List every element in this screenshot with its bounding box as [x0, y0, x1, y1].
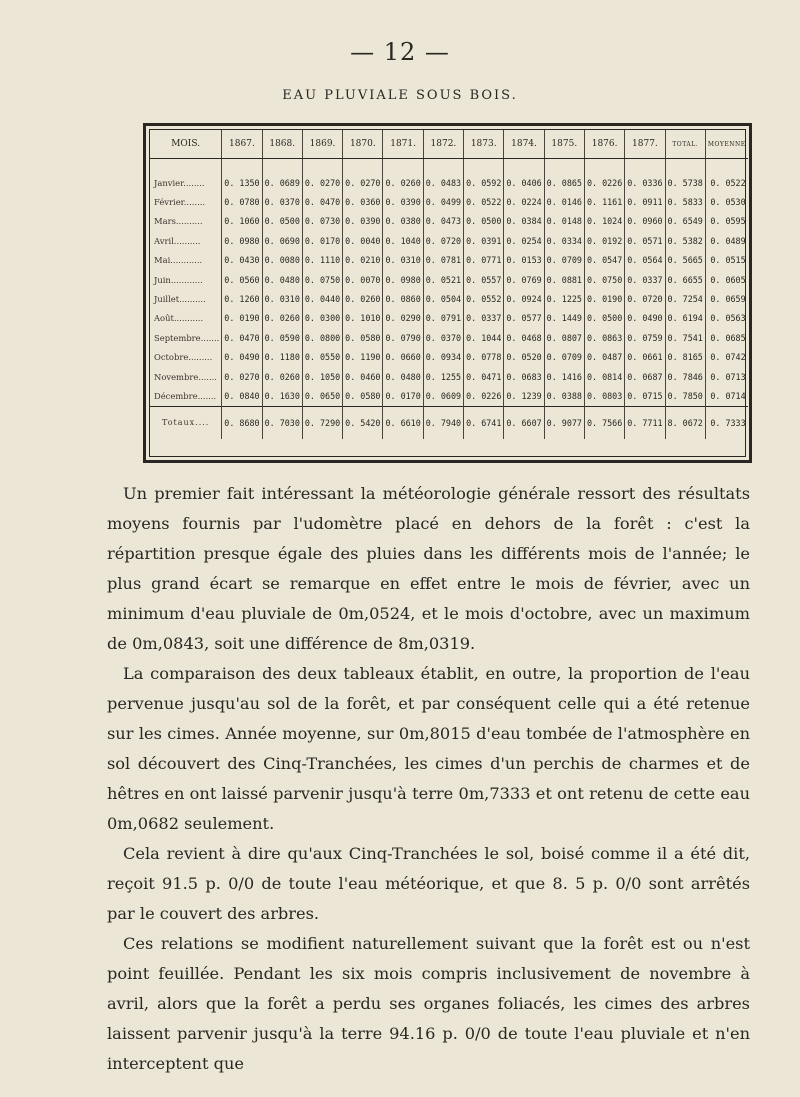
month-label: Février........ [154, 197, 206, 208]
value-cell: 0. 1350 [222, 173, 262, 192]
value-cell: 0. 0685 [705, 328, 747, 347]
value-cell: 0. 0720 [625, 289, 665, 308]
value-cell: 0. 0370 [262, 192, 302, 211]
value-cell: 0. 0934 [423, 348, 463, 367]
value-cell: 0. 0370 [423, 328, 463, 347]
value-cell: 0. 0270 [222, 367, 262, 386]
month-label: Août........... [154, 313, 204, 324]
value-cell: 0. 0661 [625, 348, 665, 367]
value-cell: 0. 0384 [504, 212, 544, 231]
value-cell: 0. 0500 [584, 309, 624, 328]
value-cell: 0. 0924 [504, 289, 544, 308]
spacer-row [150, 159, 748, 174]
spacer-cell [625, 159, 665, 174]
value-cell: 0. 5738 [665, 173, 705, 192]
value-cell: 0. 0170 [302, 231, 342, 250]
value-cell: 0. 0790 [383, 328, 423, 347]
spacer-cell [423, 159, 463, 174]
value-cell: 0. 0210 [343, 251, 383, 270]
value-cell: 0. 0911 [625, 192, 665, 211]
value-cell: 0. 0580 [343, 386, 383, 406]
value-cell: 0. 0609 [423, 386, 463, 406]
value-cell: 0. 0310 [262, 289, 302, 308]
header-column: 1867. [222, 130, 262, 159]
spacer-cell [222, 159, 262, 174]
value-cell: 0. 0659 [705, 289, 747, 308]
header-column: 1871. [383, 130, 423, 159]
totals-label: Totaux.... [150, 406, 222, 439]
value-cell: 0. 0791 [423, 309, 463, 328]
table-body [150, 159, 748, 439]
table-row [150, 367, 748, 386]
total-cell: 0. 6607 [504, 406, 544, 439]
header-column: 1876. [584, 130, 624, 159]
month-label: Juin............ [154, 274, 203, 285]
value-cell: 0. 0814 [584, 367, 624, 386]
value-cell: 0. 0226 [584, 173, 624, 192]
value-cell: 0. 0190 [222, 309, 262, 328]
value-cell: 0. 0430 [222, 251, 262, 270]
value-cell: 0. 1255 [423, 367, 463, 386]
value-cell: 0. 0489 [705, 231, 747, 250]
value-cell: 0. 0709 [544, 251, 584, 270]
value-cell: 0. 0759 [625, 328, 665, 347]
value-cell: 0. 7541 [665, 328, 705, 347]
spacer-cell [262, 159, 302, 174]
value-cell: 0. 0148 [544, 212, 584, 231]
value-cell: 0. 0515 [705, 251, 747, 270]
value-cell: 0. 0468 [504, 328, 544, 347]
table-row [150, 328, 748, 347]
value-cell: 0. 0557 [464, 270, 504, 289]
value-cell: 0. 0778 [464, 348, 504, 367]
value-cell: 0. 0800 [302, 328, 342, 347]
value-cell: 0. 0391 [464, 231, 504, 250]
header-column: 1869. [302, 130, 342, 159]
header-column: 1873. [464, 130, 504, 159]
value-cell: 0. 8165 [665, 348, 705, 367]
value-cell: 0. 0713 [705, 367, 747, 386]
value-cell: 0. 1024 [584, 212, 624, 231]
total-cell: 0. 5420 [343, 406, 383, 439]
value-cell: 0. 1416 [544, 367, 584, 386]
value-cell: 0. 0490 [222, 348, 262, 367]
value-cell: 0. 0080 [262, 251, 302, 270]
total-cell: 0. 6741 [464, 406, 504, 439]
value-cell: 0. 0310 [383, 251, 423, 270]
header-column: 1874. [504, 130, 544, 159]
value-cell: 0. 0470 [302, 192, 342, 211]
spacer-cell [464, 159, 504, 174]
value-cell: 0. 0780 [222, 192, 262, 211]
value-cell: 0. 0260 [262, 367, 302, 386]
value-cell: 0. 0521 [423, 270, 463, 289]
value-cell: 0. 0260 [262, 309, 302, 328]
value-cell: 0. 0471 [464, 367, 504, 386]
value-cell: 0. 0803 [584, 386, 624, 406]
value-cell: 0. 0605 [705, 270, 747, 289]
total-cell: 0. 7711 [625, 406, 665, 439]
value-cell: 0. 6194 [665, 309, 705, 328]
value-cell: 0. 0480 [383, 367, 423, 386]
value-cell: 0. 1110 [302, 251, 342, 270]
value-cell: 0. 5665 [665, 251, 705, 270]
total-cell: 0. 9077 [544, 406, 584, 439]
total-cell: 0. 7290 [302, 406, 342, 439]
value-cell: 0. 0499 [423, 192, 463, 211]
value-cell: 0. 6655 [665, 270, 705, 289]
spacer-cell [302, 159, 342, 174]
rainfall-table-inner [149, 129, 746, 457]
value-cell: 0. 1161 [584, 192, 624, 211]
value-cell: 0. 1060 [222, 212, 262, 231]
value-cell: 0. 0226 [464, 386, 504, 406]
spacer-cell [665, 159, 705, 174]
value-cell: 0. 0487 [584, 348, 624, 367]
value-cell: 0. 1180 [262, 348, 302, 367]
rainfall-table [150, 130, 748, 439]
value-cell: 0. 0720 [423, 231, 463, 250]
value-cell: 0. 0192 [584, 231, 624, 250]
value-cell: 0. 0714 [705, 386, 747, 406]
value-cell: 0. 0881 [544, 270, 584, 289]
value-cell: 0. 0300 [302, 309, 342, 328]
value-cell: 0. 1239 [504, 386, 544, 406]
value-cell: 0. 1630 [262, 386, 302, 406]
value-cell: 0. 6549 [665, 212, 705, 231]
spacer-cell [705, 159, 747, 174]
value-cell: 0. 5382 [665, 231, 705, 250]
value-cell: 0. 0687 [625, 367, 665, 386]
value-cell: 0. 0522 [705, 173, 747, 192]
month-label: Avril.......... [154, 235, 201, 246]
paragraph: Un premier fait intéressant la météorologie générale ressort des résultats moyens fournis par l'udomètre placé en dehors de la forêt : c'est la répartition presque égale des pluies dans les différents mois de l'année; le plus grand écart se remarque en effet entre le mois de février, avec un minimum d'eau pluviale de 0m,0524, et le mois d'octobre, avec un maximum de 0m,0843, soit une différence de 8m,0319. [107, 484, 750, 653]
header-column: 1870. [343, 130, 383, 159]
value-cell: 0. 1225 [544, 289, 584, 308]
table-row [150, 173, 748, 192]
value-cell: 0. 0580 [343, 328, 383, 347]
total-cell: 0. 8680 [222, 406, 262, 439]
value-cell: 0. 0490 [625, 309, 665, 328]
month-label: Novembre....... [154, 371, 217, 382]
value-cell: 0. 0390 [343, 212, 383, 231]
body-text [107, 479, 750, 1079]
value-cell: 0. 0577 [504, 309, 544, 328]
value-cell: 0. 0522 [464, 192, 504, 211]
month-label: Mars.......... [154, 216, 203, 227]
value-cell: 0. 0769 [504, 270, 544, 289]
value-cell: 0. 0660 [383, 348, 423, 367]
value-cell: 0. 0483 [423, 173, 463, 192]
value-cell: 0. 0337 [625, 270, 665, 289]
month-label: Juillet.......... [154, 294, 206, 305]
value-cell: 0. 1190 [343, 348, 383, 367]
value-cell: 0. 0530 [705, 192, 747, 211]
month-label: Janvier........ [154, 177, 205, 188]
table-row [150, 251, 748, 270]
value-cell: 0. 7254 [665, 289, 705, 308]
paragraph: Ces relations se modifient naturellement suivant que la forêt est ou n'est point feuillée. Pendant les six mois compris inclusivement de novembre à avril, alors que la forêt a perdu ses organes foliacés, les cimes des arbres laissent parvenir jusqu'à la terre 94.16 p. 0/0 de toute l'eau pluviale et n'en interceptent que [107, 934, 750, 1073]
value-cell: 0. 0500 [464, 212, 504, 231]
value-cell: 0. 0260 [343, 289, 383, 308]
total-cell: 0. 7940 [423, 406, 463, 439]
value-cell: 0. 0980 [383, 270, 423, 289]
value-cell: 0. 0406 [504, 173, 544, 192]
value-cell: 0. 0170 [383, 386, 423, 406]
table-row [150, 348, 748, 367]
value-cell: 0. 0260 [383, 173, 423, 192]
value-cell: 0. 0520 [504, 348, 544, 367]
total-cell: 8. 0672 [665, 406, 705, 439]
table-row [150, 212, 748, 231]
spacer-cell [584, 159, 624, 174]
value-cell: 0. 0592 [464, 173, 504, 192]
value-cell: 0. 0730 [302, 212, 342, 231]
paragraph: La comparaison des deux tableaux établit, en outre, la proportion de l'eau pervenue jusqu'au sol de la forêt, et par conséquent celle qui a été retenue sur les cimes. Année moyenne, sur 0m,8015 d'eau tombée de l'atmosphère en sol découvert des Cinq-Tranchées, les cimes d'un perchis de charmes et de hêtres en ont laissé parvenir jusqu'à terre 0m,7333 et ont retenu de cette eau 0m,0682 seulement. [107, 664, 750, 833]
value-cell: 0. 1010 [343, 309, 383, 328]
value-cell: 0. 0380 [383, 212, 423, 231]
value-cell: 0. 0960 [625, 212, 665, 231]
value-cell: 0. 1260 [222, 289, 262, 308]
value-cell: 0. 0863 [584, 328, 624, 347]
value-cell: 0. 0980 [222, 231, 262, 250]
spacer-cell [343, 159, 383, 174]
header-column: 1872. [423, 130, 463, 159]
value-cell: 0. 0709 [544, 348, 584, 367]
table-title: EAU PLUVIALE SOUS BOIS. [282, 88, 518, 103]
value-cell: 0. 0388 [544, 386, 584, 406]
value-cell: 0. 5833 [665, 192, 705, 211]
value-cell: 0. 0337 [464, 309, 504, 328]
paragraph: Cela revient à dire qu'aux Cinq-Tranchées le sol, boisé comme il a été dit, reçoit 91.5 p. 0/0 de toute l'eau météorique, et que 8. 5 p. 0/0 sont arrêtés par le couvert des arbres. [107, 844, 750, 923]
value-cell: 0. 0336 [625, 173, 665, 192]
header-column: 1868. [262, 130, 302, 159]
value-cell: 0. 0571 [625, 231, 665, 250]
totals-row [150, 406, 748, 439]
value-cell: 0. 0552 [464, 289, 504, 308]
spacer-cell [544, 159, 584, 174]
value-cell: 0. 7850 [665, 386, 705, 406]
page-number: — 12 — [350, 38, 450, 66]
value-cell: 0. 0224 [504, 192, 544, 211]
table-row [150, 231, 748, 250]
month-label: Décembre....... [154, 390, 217, 401]
rainfall-table-frame [143, 123, 752, 463]
header-column: 1877. [625, 130, 665, 159]
value-cell: 0. 0650 [302, 386, 342, 406]
value-cell: 0. 0270 [302, 173, 342, 192]
value-cell: 0. 0504 [423, 289, 463, 308]
value-cell: 0. 1044 [464, 328, 504, 347]
value-cell: 0. 0146 [544, 192, 584, 211]
value-cell: 0. 0153 [504, 251, 544, 270]
table-row [150, 289, 748, 308]
value-cell: 0. 0440 [302, 289, 342, 308]
value-cell: 0. 0560 [222, 270, 262, 289]
value-cell: 0. 0807 [544, 328, 584, 347]
value-cell: 0. 0595 [705, 212, 747, 231]
value-cell: 0. 0771 [464, 251, 504, 270]
value-cell: 0. 1050 [302, 367, 342, 386]
table-row [150, 270, 748, 289]
value-cell: 0. 0715 [625, 386, 665, 406]
value-cell: 0. 0334 [544, 231, 584, 250]
month-label: Octobre......... [154, 352, 213, 363]
spacer-cell [383, 159, 423, 174]
value-cell: 0. 0781 [423, 251, 463, 270]
value-cell: 0. 0550 [302, 348, 342, 367]
header-column: TOTAL. [665, 130, 705, 159]
value-cell: 0. 0563 [705, 309, 747, 328]
value-cell: 0. 7846 [665, 367, 705, 386]
value-cell: 0. 0750 [302, 270, 342, 289]
value-cell: 0. 0470 [222, 328, 262, 347]
value-cell: 0. 0040 [343, 231, 383, 250]
month-label: Septembre....... [154, 332, 220, 343]
value-cell: 0. 0689 [262, 173, 302, 192]
table-header-row [150, 130, 748, 159]
value-cell: 0. 0480 [262, 270, 302, 289]
value-cell: 0. 0270 [343, 173, 383, 192]
value-cell: 0. 0360 [343, 192, 383, 211]
value-cell: 0. 1449 [544, 309, 584, 328]
value-cell: 0. 0460 [343, 367, 383, 386]
total-cell: 0. 7030 [262, 406, 302, 439]
header-column: 1875. [544, 130, 584, 159]
value-cell: 0. 0547 [584, 251, 624, 270]
value-cell: 0. 0254 [504, 231, 544, 250]
value-cell: 0. 0840 [222, 386, 262, 406]
value-cell: 0. 0742 [705, 348, 747, 367]
value-cell: 0. 0750 [584, 270, 624, 289]
value-cell: 0. 0070 [343, 270, 383, 289]
value-cell: 0. 0690 [262, 231, 302, 250]
table-row [150, 192, 748, 211]
total-cell: 0. 7333 [705, 406, 747, 439]
total-cell: 0. 6610 [383, 406, 423, 439]
value-cell: 0. 0290 [383, 309, 423, 328]
value-cell: 0. 0190 [584, 289, 624, 308]
header-months: MOIS. [150, 130, 222, 159]
value-cell: 0. 0683 [504, 367, 544, 386]
value-cell: 0. 0590 [262, 328, 302, 347]
value-cell: 0. 0390 [383, 192, 423, 211]
month-label: Mai............ [154, 255, 203, 266]
value-cell: 0. 0564 [625, 251, 665, 270]
total-cell: 0. 7566 [584, 406, 624, 439]
spacer-cell [504, 159, 544, 174]
value-cell: 0. 1040 [383, 231, 423, 250]
value-cell: 0. 0500 [262, 212, 302, 231]
table-row [150, 386, 748, 406]
value-cell: 0. 0473 [423, 212, 463, 231]
value-cell: 0. 0865 [544, 173, 584, 192]
spacer-cell [150, 159, 222, 174]
header-column: MOYENNE [705, 130, 747, 159]
value-cell: 0. 0860 [383, 289, 423, 308]
table-row [150, 309, 748, 328]
